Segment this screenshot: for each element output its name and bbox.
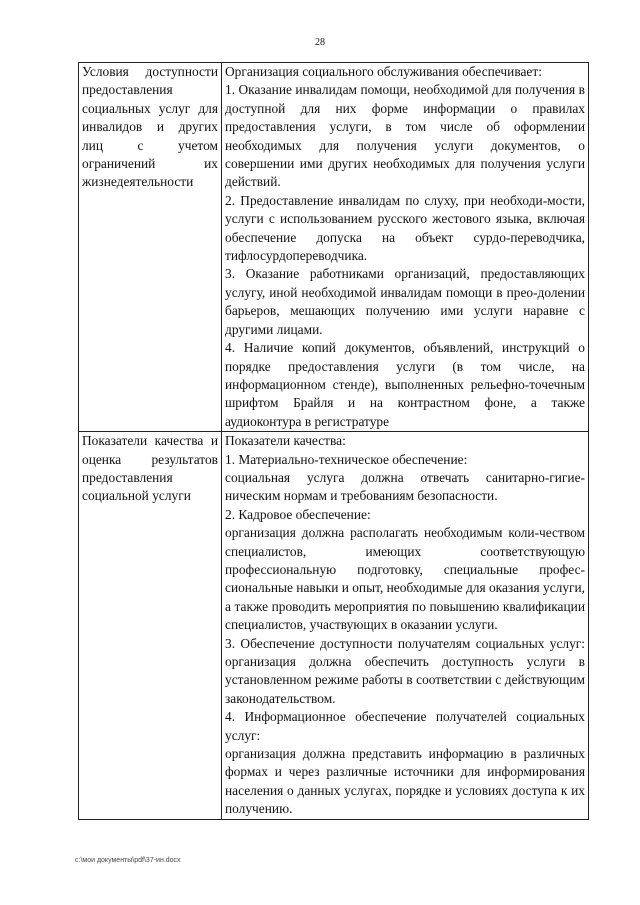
page-number: 28 — [315, 37, 325, 48]
paragraph: 1. Материально-техническое обеспечение: — [225, 451, 468, 467]
paragraph: организация должна располагать необходимым коли-чеством специалистов, имеющих соответствующую профессиональную подготовку, специальные профес-сиональные навыки и опыт, необходимые для оказания услуги, а также проводить мероприятия по повышению квалификации специалистов, участвующих в оказании услуги. — [225, 525, 586, 633]
paragraph: социальная услуга должна отвечать санитарно-гигие-ническим нормам и требованиям безопасности. — [225, 469, 585, 504]
row-heading-cell — [79, 63, 222, 432]
row-heading: Условия доступности предоставления социальных услуг для инвалидов и других лиц с учетом ограничений их жизнедеятельности — [82, 64, 218, 190]
table-row — [79, 63, 589, 432]
paragraph: организация должна представить информацию в различных формах и через различные источники для информирования населения о данных услугах, порядке и условиях доступа к их получению. — [225, 746, 585, 817]
paragraph: Показатели качества: — [225, 433, 346, 449]
paragraph: 4. Наличие копий документов, объявлений, инструкций о порядке предоставления услуги (в том числе, на информационном стенде), выполненных рельефно-точечным шрифтом Брайля и на контрастном фоне, а также аудиоконтура в регистратуре — [225, 340, 585, 429]
paragraph: Организация социального обслуживания обеспечивает: — [225, 64, 542, 79]
paragraph: 2. Кадровое обеспечение: — [225, 506, 371, 522]
paragraph: 1. Оказание инвалидам помощи, необходимой для получения в доступной для них форме информации о правилах предоставления услуги, в том числе об оформлении необходимых для получения услуги документов, о совершении ими других необходимых для получения услуги действий. — [225, 82, 585, 190]
row-content-cell — [222, 432, 589, 820]
paragraph: 2. Предоставление инвалидам по слуху, при необходи-мости, услуги с использованием русского жестового языка, включая обеспечение допуска на объект сурдо-переводчика, тифлосурдопереводчика. — [225, 192, 585, 264]
row-heading-cell — [79, 432, 222, 820]
file-path-footer: c:\мои документы\pdf\37-ин.docx — [75, 857, 181, 864]
paragraph: 4. Информационное обеспечение получателей социальных услуг: — [225, 709, 585, 743]
service-table — [78, 62, 589, 820]
row-content-cell — [222, 63, 589, 432]
row-heading: Показатели качества и оценка результатов предоставления социальной услуги — [82, 433, 218, 504]
paragraph: 3. Оказание работниками организаций, предоставляющих услугу, иной необходимой инвалидам помощи в прео-долении барьеров, мешающих получению ими услуги наравне с другими лицами. — [225, 266, 585, 337]
table-row — [79, 432, 589, 820]
paragraph: 3. Обеспечение доступности получателям социальных услуг: организация должна обеспечить доступность услуги в установленном режиме работы в соответствии с действующим законодательством. — [225, 635, 585, 706]
